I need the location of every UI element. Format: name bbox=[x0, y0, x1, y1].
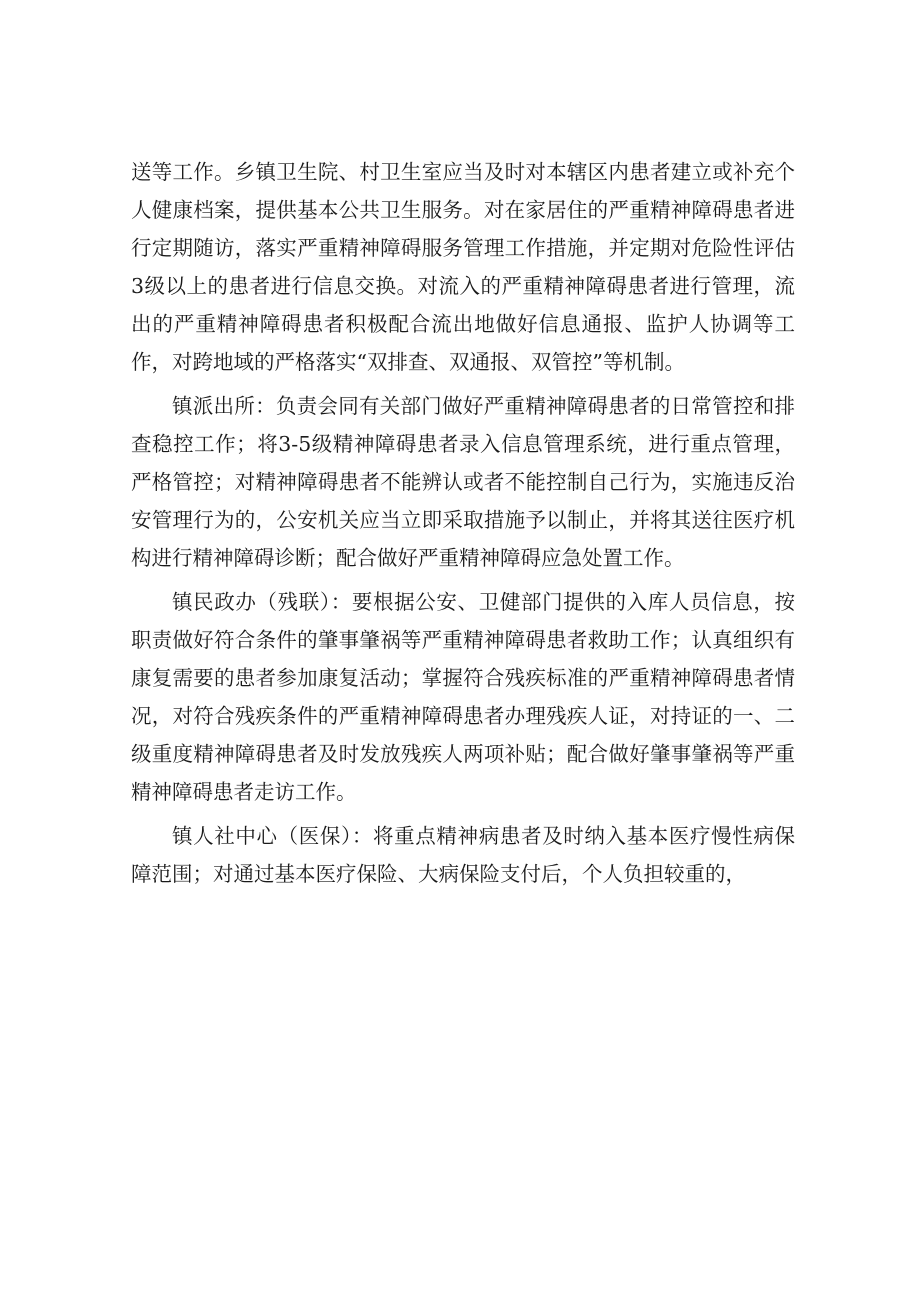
document-body bbox=[131, 153, 795, 893]
paragraph-police-station: 镇派出所：负责会同有关部门做好严重精神障碍患者的日常管控和排查稳控工作；将3-5级精神障碍患者录入信息管理系统，进行重点管理，严格管控；对精神障碍患者不能辨认或者不能控制自己行为，实施违反治安管理行为的，公安机关应当立即采取措施予以制止，并将其送往医疗机构进行精神障碍诊断；配合做好严重精神障碍应急处置工作。 bbox=[131, 394, 795, 570]
paragraph-continuation: 送等工作。乡镇卫生院、村卫生室应当及时对本辖区内患者建立或补充个人健康档案，提供基本公共卫生服务。对在家居住的严重精神障碍患者进行定期随访，落实严重精神障碍服务管理工作措施，并定期对危险性评估3级以上的患者进行信息交换。对流入的严重精神障碍患者进行管理，流出的严重精神障碍患者积极配合流出地做好信息通报、监护人协调等工作，对跨地域的严格落实“双排查、双通报、双管控”等机制。 bbox=[131, 160, 795, 374]
paragraph-social-security-center: 镇人社中心（医保）：将重点精神病患者及时纳入基本医疗慢性病保障范围；对通过基本医疗保险、大病保险支付后，个人负担较重的， bbox=[131, 824, 795, 886]
paragraph-civil-affairs-office: 镇民政办（残联）：要根据公安、卫健部门提供的入库人员信息，按职责做好符合条件的肇事肇祸等严重精神障碍患者救助工作；认真组织有康复需要的患者参加康复活动；掌握符合残疾标准的严重精神障碍患者情况，对符合残疾条件的严重精神障碍患者办理残疾人证，对持证的一、二级重度精神障碍患者及时发放残疾人两项补贴；配合做好肇事肇祸等严重精神障碍患者走访工作。 bbox=[131, 590, 795, 804]
